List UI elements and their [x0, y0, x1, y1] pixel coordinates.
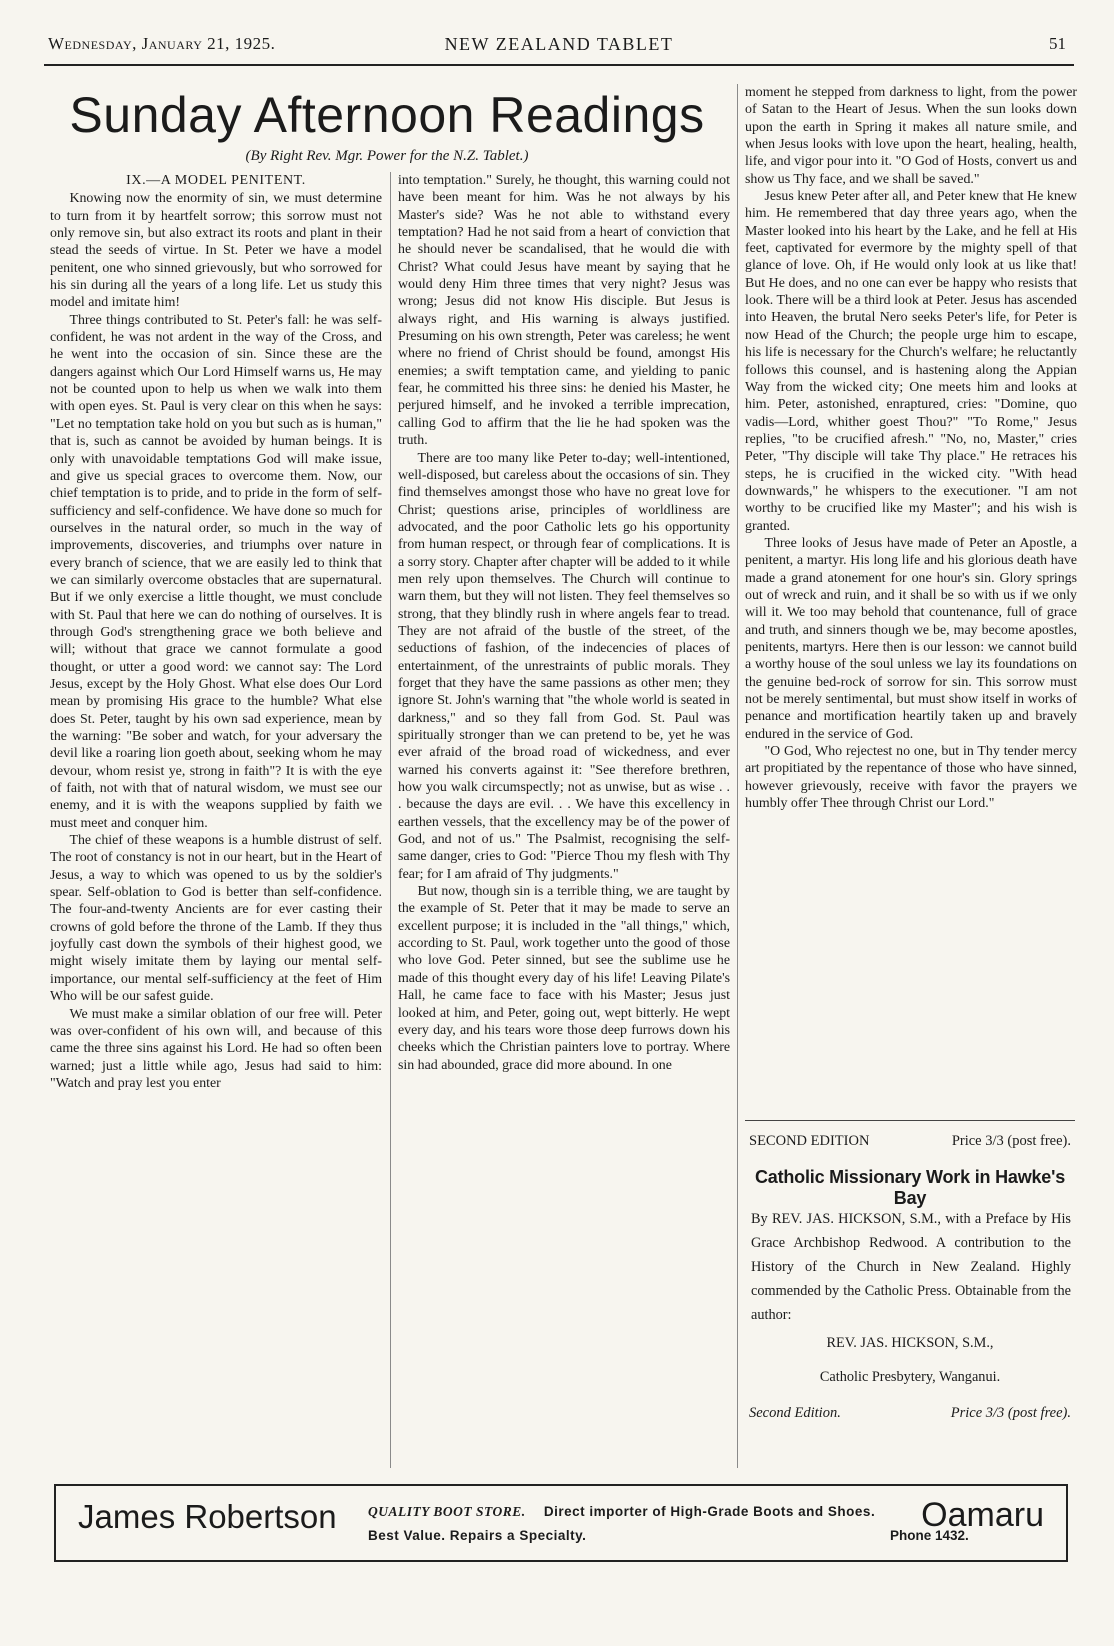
shop-owner-name: James Robertson [78, 1498, 337, 1535]
paragraph: The chief of these weapons is a humble distrust of self. The root of constancy is not in our heart, but in the Heart of Jesus, a way to which was opened to us by the soldier's spear. Self-oblation to God is better than self-confidence. The four-and-twenty Ancients are for ever casting their crowns of gold before the throne of the Lamb. If they thus joyfully cast down the symbols of their highest good, we might wisely imitate them by laying our mental self-importance, our mental self-sufficiency at the feet of Him Who will be our safest guide. [50, 833, 382, 1005]
price-label: Price 3/3 (post free). [951, 1133, 1071, 1149]
paragraph: Jesus knew Peter after all, and Peter knew that He knew him. He remembered that day three years ago, when the Master looked into his heart by the Lake, and he fell at His feet, captivated for evermore by the mighty spell of that glance of love. Oh, if He would only look at us like that! But He does, and no one can ever be happy who resists that look. There will be a third look at Peter. Jesus has ascended into Heaven, the brutal Nero seeks Peter's life, for Peter is now Head of the Church; the people urge him to escape, his life is necessary for the Church's welfare; he reluctantly follows this counsel, and is hastening along the Appian Way from the wicked city; One meets him and looks at him. Peter, astonished, enraptured, cries: "Domine, quo vadis—Lord, whither goest Thou?" "To Rome," Jesus replies, "to be crucified afresh." "No, no, Master," cries Peter, "Thy disciple will take Thy place." He retraces his steps, he is crucified in the wicked city. "With head downwards," he whispers to the executioner. "I am not worthy to be crucified like my Master"; and his wish is granted. [745, 189, 1077, 534]
price-label: Price 3/3 (post free). [950, 1405, 1071, 1421]
paragraph: moment he stepped from darkness to light, from the power of Satan to the Heart of Jesus. When the sun looks down upon the earth in Spring it makes all nature smile, and when Jesus looks with love upon the heart, healing, health, life, and vigor pour into it. "O God of Hosts, convert us and show us Thy face, and we shall be saved." [745, 85, 1077, 187]
shop-town: Oamaru [921, 1496, 1044, 1534]
column-divider [737, 84, 738, 1468]
book-title: Catholic Missionary Work in Hawke's Bay [754, 1167, 1066, 1208]
article-column-2 [398, 172, 730, 1468]
edition-label: SECOND EDITION [749, 1133, 870, 1149]
shop-description: Direct importer of High-Grade Boots and Shoes. [543, 1504, 876, 1519]
paragraph: Knowing now the enormity of sin, we must determine to turn from it by heartfelt sorrow; this sorrow must not only remove sin, but also extract its roots and plant in their stead the seeds of virtue. In St. Peter we have a model penitent, one who sinned grievously, but who sorrowed for his sin during all the years of a long life. Let us study this model and imitate him! [50, 191, 382, 311]
paragraph: There are too many like Peter to-day; well-intentioned, well-disposed, but careless about the occasions of sin. They find themselves amongst those who have no great love for Christ; questions arise, principles of worldliness are advocated, and the poor Catholic lets go his opportunity from human respect, or through fear of complications. It is a sorry story. Chapter after chapter will be added to it while men rely upon themselves. The Church will continue to warn them, but they will not listen. They feel themselves so strong, that they blindly rush in where angels fear to tread. They are not afraid of the bustle of the street, of the seductions of fashion, of the indecencies of places of entertainment, of the unrestraints of public morals. They forget that they have the same passions as other men; they ignore St. John's warning that "the whole world is seated in darkness," and so they fall from God. St. Paul was spiritually stronger than we can pretend to be, yet he was ever afraid of the broad road of wickedness, and ever warned his converts against it: "See therefore brethren, how you walk circumspectly; not as unwise, but as wise . . . because the days are evil. . . We have this excellency in earthen vessels, that the excellency may be of the power of God, and not of us." The Psalmist, recognising the self-same danger, cries to God: "Pierce Thou my flesh with Thy fear; for I am afraid of Thy judgments." [398, 450, 730, 882]
ad-top-row [749, 1133, 1071, 1150]
paragraph: "O God, Who rejectest no one, but in Thy tender mercy art propitiated by the repentance of those who have sinned, however grievously, receive with favor the prayers we humbly offer Thee through Christ our Lord." [745, 744, 1077, 812]
book-description: By REV. JAS. HICKSON, S.M., with a Preface by His Grace Archbishop Redwood. A contribution to the History of the Church in New Zealand. Highly commended by the Catholic Press. Obtainable from the author: [751, 1211, 1071, 1323]
publication-name: NEW ZEALAND TABLET [444, 34, 674, 54]
shop-line-2: Best Value. Repairs a Specialty. [368, 1528, 587, 1543]
issue-date: Wednesday, January 21, 1925. [48, 34, 276, 53]
shop-phone: Phone 1432. [890, 1528, 969, 1543]
page-number: 51 [1049, 34, 1066, 53]
paragraph: But now, though sin is a terrible thing, we are taught by the example of St. Peter that it may be made to serve an excellent purpose; it is included in the "all things," which, according to St. Paul, work together unto the good of those who love God. Peter sinned, but see the sublime use he made of this thought every day of his life! Leaving Pilate's Hall, he came face to face with his Master; Jesus just looked at him, and Peter, going out, wept bitterly. He wept every day, and his tears wore those deep furrows down his cheeks which the Christian painters love to portray. Where sin had abounded, grace did more abound. In one [398, 884, 730, 1073]
edition-label: Second Edition. [749, 1405, 841, 1421]
article-title: Sunday Afternoon Readings [69, 87, 705, 143]
section-heading: IX.—A MODEL PENITENT. [126, 173, 306, 188]
article-column-1 [50, 172, 382, 1468]
author-address: Catholic Presbytery, Wanganui. [819, 1369, 1001, 1385]
paragraph: Three things contributed to St. Peter's fall: he was self-confident, he was not ardent in the way of the Cross, and he went into the occasion of sin. Since these are the dangers against which Our Lord Himself warns us, He may not be counted upon to help us when we walk into them with open eyes. St. Paul is very clear on this when he says: "Let no temptation take hold on you but such as is human," that is, such as cannot be avoided by human beings. It is only with unavoidable temptations God will make issue, and give us special graces to overcome them. Now, our chief temptation is to pride, and to pride in the form of self-sufficiency and self-confidence. We have done so much for ourselves in the natural order, so much in the way of improvements, discoveries, and triumphs over nature in every branch of science, that we are easily led to think that we can similarly overcome obstacles that are supernatural. But if we only exercise a little thought, we must conclude with St. Paul that here we can do nothing of ourselves. It is through God's strengthening grace we both believe and will; without that grace we cannot formulate a good thought, or utter a good word: we cannot say: The Lord Jesus, except by the Holy Ghost. What else does Our Lord mean by promising His grace to the humble? What else does St. Peter, taught by his own sad experience, mean by the warning: "Be sober and watch, for your adversary the devil like a roaring lion goeth about, seeking whom he may devour, whom resist ye, strong in faith"? It is with the eye of faith, not with that of natural wisdom, we must see our enemy, and it is with the weapons supplied by faith we must meet and conquer him. [50, 312, 382, 831]
article-byline: (By Right Rev. Mgr. Power for the N.Z. Tablet.) [245, 148, 529, 164]
shop-tagline: QUALITY BOOT STORE. [368, 1504, 526, 1519]
paragraph: Three looks of Jesus have made of Peter an Apostle, a penitent, a martyr. His long life and his glorious death have made a grand atonement for one hour's sin. Glory springs out of wreck and ruin, and it shall be so with us if we only will it. We too may behold that countenance, full of grace and truth, and sinners though we be, may become apostles, penitents, martyrs. Here then is our lesson: we cannot build a worthy house of the soul unless we lay its foundations on the genuine bed-rock of sorrow for sin. This sorrow must not be merely sentimental, but must show itself in works of penance and mortification heartily taken up and bravely endured in the service of God. [745, 535, 1077, 742]
paragraph: into temptation." Surely, he thought, this warning could not have been meant for him. Was he not always by his Master's side? Was he not able to withstand every temptation? Had he not said from a heart of conviction that he should never be scandalised, that he would die with Christ? What could Jesus have meant by saying that he would deny Him three times that very night? Jesus was wrong; Jesus did not know His disciple. But Jesus is always right, and His warning is always justified. Presuming on his own strength, Peter was careless; he went where no friend of Christ should be found, amongst His enemies; a swift temptation came, and yielding to panic fear, he committed his three sins: he denied his Master, he perjured himself, and he invoked a terrible imprecation, calling God to affirm that the lie he had spoken was the truth. [398, 173, 730, 449]
author-name: REV. JAS. HICKSON, S.M., [826, 1335, 994, 1351]
boot-store-advertisement [54, 1484, 1068, 1562]
article-column-3 [745, 84, 1077, 1128]
shop-line-1 [368, 1504, 875, 1520]
header-rule [44, 64, 1074, 66]
book-advertisement [745, 1120, 1075, 1459]
paragraph: We must make a similar oblation of our free will. Peter was over-confident of his own will, and because of this came the three sins against his Lord. He had so often been warned; just a little while ago, Jesus had said to him: "Watch and pray lest you enter [50, 1006, 382, 1091]
page-header [44, 30, 1074, 66]
column-divider [390, 172, 391, 1468]
ad-bottom-row [749, 1405, 1071, 1422]
